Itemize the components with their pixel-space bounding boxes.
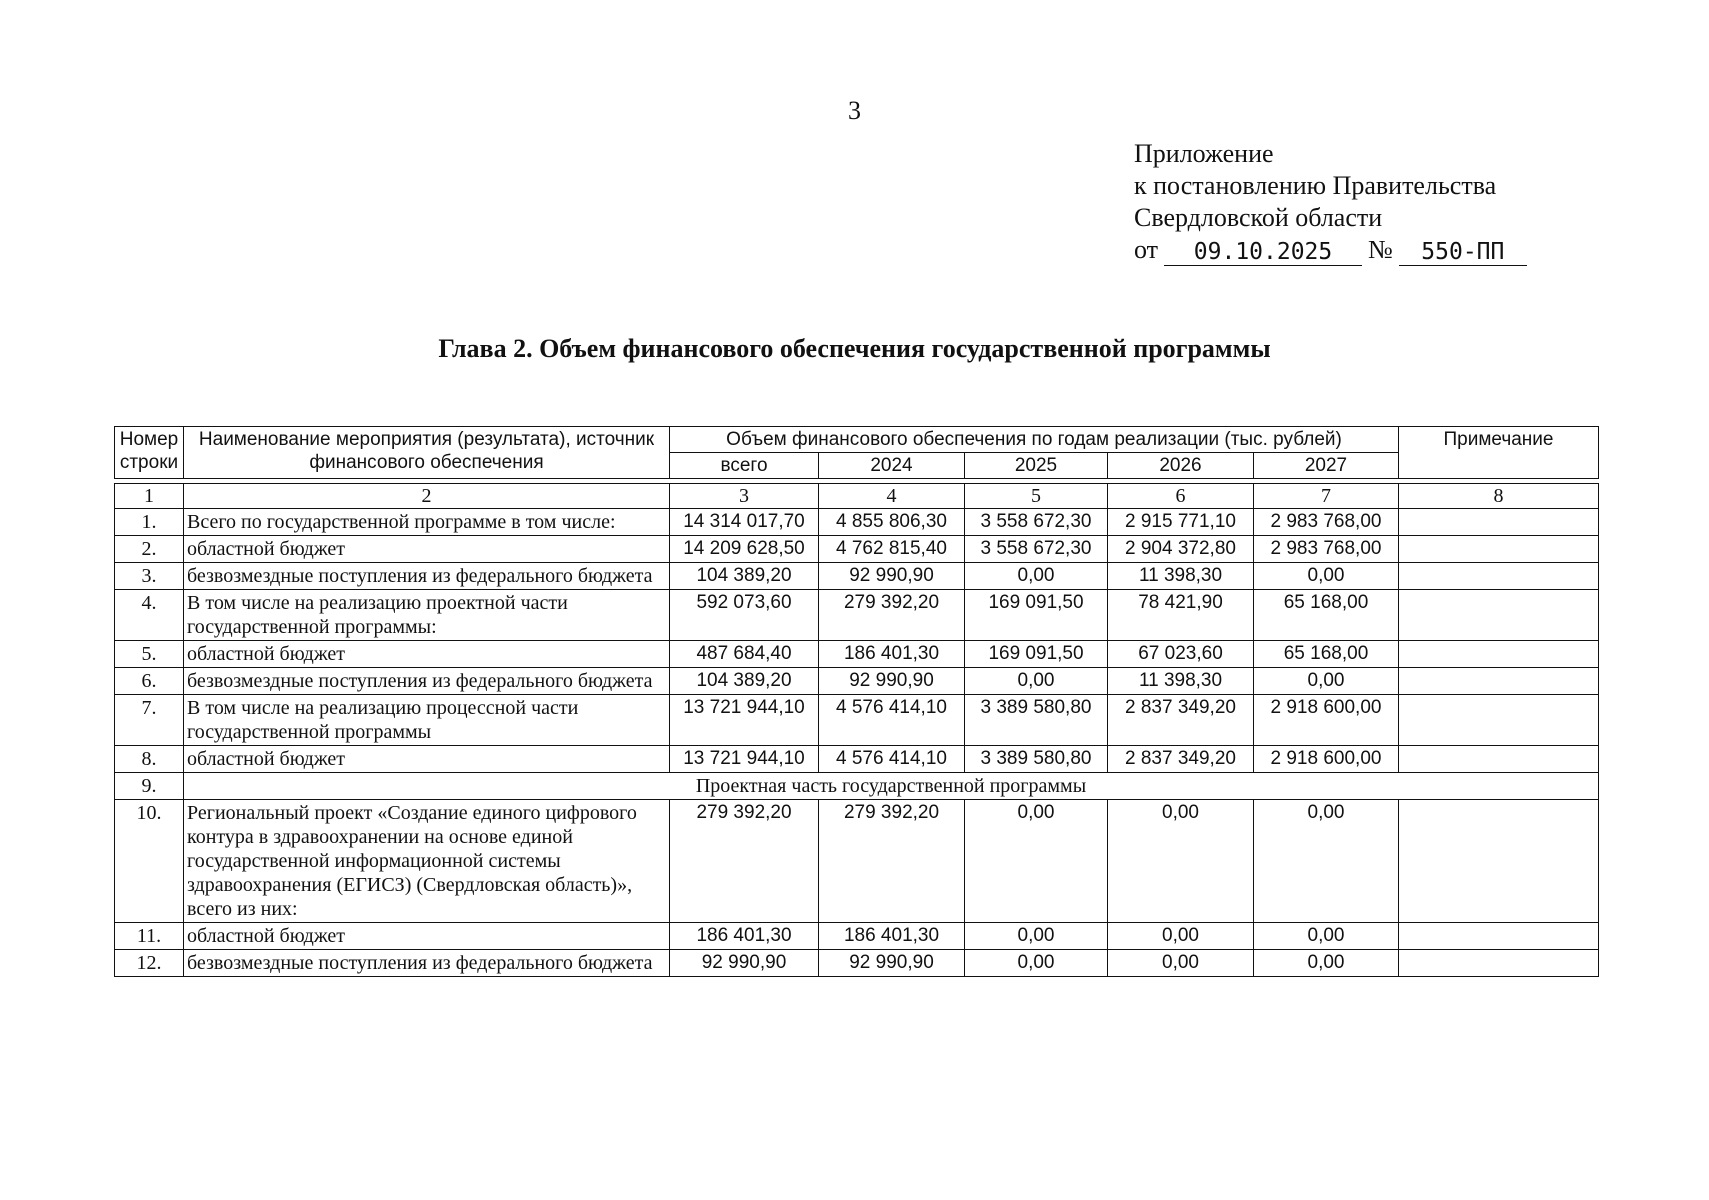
column-index: 8 <box>1399 484 1599 509</box>
header-2025: 2025 <box>965 453 1108 479</box>
column-index: 2 <box>184 484 670 509</box>
value-2026-cell: 2 904 372,80 <box>1108 536 1254 563</box>
row-number-cell: 10. <box>115 800 184 923</box>
row-name-cell: Всего по государственной программе в том числе: <box>184 509 670 536</box>
section-row <box>115 773 1599 800</box>
total-cell: 92 990,90 <box>670 950 819 977</box>
value-2027-cell: 2 918 600,00 <box>1254 746 1399 773</box>
header-2027: 2027 <box>1254 453 1399 479</box>
row-number-cell: 8. <box>115 746 184 773</box>
value-2025-cell: 0,00 <box>965 800 1108 923</box>
total-cell: 104 389,20 <box>670 563 819 590</box>
row-name-cell: безвозмездные поступления из федерального бюджета <box>184 668 670 695</box>
value-2027-cell: 65 168,00 <box>1254 590 1399 641</box>
total-cell: 14 314 017,70 <box>670 509 819 536</box>
header-2026: 2026 <box>1108 453 1254 479</box>
row-name-cell: областной бюджет <box>184 536 670 563</box>
note-cell <box>1399 668 1599 695</box>
value-2024-cell: 4 576 414,10 <box>819 695 965 746</box>
value-2025-cell: 169 091,50 <box>965 641 1108 668</box>
date-prefix: от <box>1134 235 1159 264</box>
note-cell <box>1399 509 1599 536</box>
table-row <box>115 563 1599 590</box>
value-2025-cell: 0,00 <box>965 668 1108 695</box>
value-2026-cell: 2 837 349,20 <box>1108 695 1254 746</box>
total-cell: 13 721 944,10 <box>670 746 819 773</box>
value-2025-cell: 0,00 <box>965 923 1108 950</box>
row-name-cell: В том числе на реализацию процессной части государственной программы <box>184 695 670 746</box>
value-2026-cell: 0,00 <box>1108 950 1254 977</box>
column-index: 6 <box>1108 484 1254 509</box>
row-name-cell: Региональный проект «Создание единого цифрового контура в здравоохранении на основе единой государственной информационной системы здравоохранения (ЕГИСЗ) (Свердловская область)», всего из них: <box>184 800 670 923</box>
row-number-cell: 2. <box>115 536 184 563</box>
value-2024-cell: 4 855 806,30 <box>819 509 965 536</box>
table-row <box>115 509 1599 536</box>
section-title: Проектная часть государственной программы <box>184 773 1599 800</box>
table-row <box>115 800 1599 923</box>
row-name-cell: областной бюджет <box>184 746 670 773</box>
header-2024: 2024 <box>819 453 965 479</box>
value-2025-cell: 0,00 <box>965 563 1108 590</box>
column-index: 7 <box>1254 484 1399 509</box>
value-2027-cell: 0,00 <box>1254 800 1399 923</box>
value-2024-cell: 4 762 815,40 <box>819 536 965 563</box>
value-2024-cell: 279 392,20 <box>819 800 965 923</box>
note-cell <box>1399 536 1599 563</box>
row-name-cell: В том числе на реализацию проектной части государственной программы: <box>184 590 670 641</box>
column-index: 1 <box>115 484 184 509</box>
value-2025-cell: 3 389 580,80 <box>965 695 1108 746</box>
column-index: 4 <box>819 484 965 509</box>
value-2024-cell: 92 990,90 <box>819 563 965 590</box>
table-row <box>115 923 1599 950</box>
value-2027-cell: 0,00 <box>1254 950 1399 977</box>
row-name-cell: безвозмездные поступления из федерального бюджета <box>184 950 670 977</box>
value-2027-cell: 2 983 768,00 <box>1254 509 1399 536</box>
number-prefix: № <box>1368 235 1393 264</box>
note-cell <box>1399 746 1599 773</box>
value-2026-cell: 67 023,60 <box>1108 641 1254 668</box>
value-2025-cell: 3 558 672,30 <box>965 536 1108 563</box>
value-2026-cell: 0,00 <box>1108 800 1254 923</box>
row-number-cell: 11. <box>115 923 184 950</box>
row-number-cell: 5. <box>115 641 184 668</box>
value-2024-cell: 279 392,20 <box>819 590 965 641</box>
table-row <box>115 590 1599 641</box>
row-number-cell: 9. <box>115 773 184 800</box>
value-2026-cell: 2 837 349,20 <box>1108 746 1254 773</box>
value-2026-cell: 0,00 <box>1108 923 1254 950</box>
appendix-date-line <box>1134 234 1533 266</box>
table-row <box>115 668 1599 695</box>
header-note: Примечание <box>1399 427 1599 479</box>
note-cell <box>1399 800 1599 923</box>
row-number-cell: 3. <box>115 563 184 590</box>
row-number-cell: 1. <box>115 509 184 536</box>
value-2026-cell: 78 421,90 <box>1108 590 1254 641</box>
value-2024-cell: 4 576 414,10 <box>819 746 965 773</box>
column-index-row <box>115 484 1599 509</box>
total-cell: 487 684,40 <box>670 641 819 668</box>
value-2025-cell: 3 558 672,30 <box>965 509 1108 536</box>
value-2026-cell: 11 398,30 <box>1108 668 1254 695</box>
table-row <box>115 641 1599 668</box>
row-name-cell: областной бюджет <box>184 923 670 950</box>
total-cell: 279 392,20 <box>670 800 819 923</box>
row-name-cell: безвозмездные поступления из федерального бюджета <box>184 563 670 590</box>
header-total: всего <box>670 453 819 479</box>
value-2026-cell: 11 398,30 <box>1108 563 1254 590</box>
table-row <box>115 695 1599 746</box>
value-2024-cell: 186 401,30 <box>819 641 965 668</box>
note-cell <box>1399 563 1599 590</box>
chapter-title: Глава 2. Объем финансового обеспечения государственной программы <box>438 334 1271 363</box>
value-2025-cell: 169 091,50 <box>965 590 1108 641</box>
value-2025-cell: 0,00 <box>965 950 1108 977</box>
header-volume: Объем финансового обеспечения по годам реализации (тыс. рублей) <box>670 427 1399 453</box>
header-row-number: Номер строки <box>115 427 184 479</box>
value-2027-cell: 0,00 <box>1254 923 1399 950</box>
note-cell <box>1399 641 1599 668</box>
value-2024-cell: 92 990,90 <box>819 950 965 977</box>
note-cell <box>1399 695 1599 746</box>
row-name-cell: областной бюджет <box>184 641 670 668</box>
value-2024-cell: 186 401,30 <box>819 923 965 950</box>
total-cell: 13 721 944,10 <box>670 695 819 746</box>
table-row <box>115 950 1599 977</box>
column-index: 3 <box>670 484 819 509</box>
note-cell <box>1399 950 1599 977</box>
note-cell <box>1399 923 1599 950</box>
page-number: 3 <box>848 96 861 125</box>
table-row <box>115 536 1599 563</box>
row-number-cell: 4. <box>115 590 184 641</box>
appendix-line-2: к постановлению Правительства <box>1134 171 1497 200</box>
table-row <box>115 746 1599 773</box>
decree-date: 09.10.2025 <box>1164 239 1362 266</box>
value-2027-cell: 2 983 768,00 <box>1254 536 1399 563</box>
total-cell: 186 401,30 <box>670 923 819 950</box>
total-cell: 592 073,60 <box>670 590 819 641</box>
appendix-line-3: Свердловской области <box>1134 203 1383 232</box>
value-2027-cell: 65 168,00 <box>1254 641 1399 668</box>
value-2027-cell: 0,00 <box>1254 563 1399 590</box>
total-cell: 104 389,20 <box>670 668 819 695</box>
value-2026-cell: 2 915 771,10 <box>1108 509 1254 536</box>
value-2027-cell: 2 918 600,00 <box>1254 695 1399 746</box>
header-name: Наименование мероприятия (результата), источник финансового обеспечения <box>184 427 670 479</box>
note-cell <box>1399 590 1599 641</box>
value-2027-cell: 0,00 <box>1254 668 1399 695</box>
financing-table <box>114 426 1599 977</box>
row-number-cell: 7. <box>115 695 184 746</box>
value-2025-cell: 3 389 580,80 <box>965 746 1108 773</box>
decree-number: 550-ПП <box>1399 239 1527 266</box>
value-2024-cell: 92 990,90 <box>819 668 965 695</box>
row-number-cell: 12. <box>115 950 184 977</box>
appendix-line-1: Приложение <box>1134 139 1274 168</box>
column-index: 5 <box>965 484 1108 509</box>
appendix-block <box>1134 138 1533 266</box>
total-cell: 14 209 628,50 <box>670 536 819 563</box>
row-number-cell: 6. <box>115 668 184 695</box>
